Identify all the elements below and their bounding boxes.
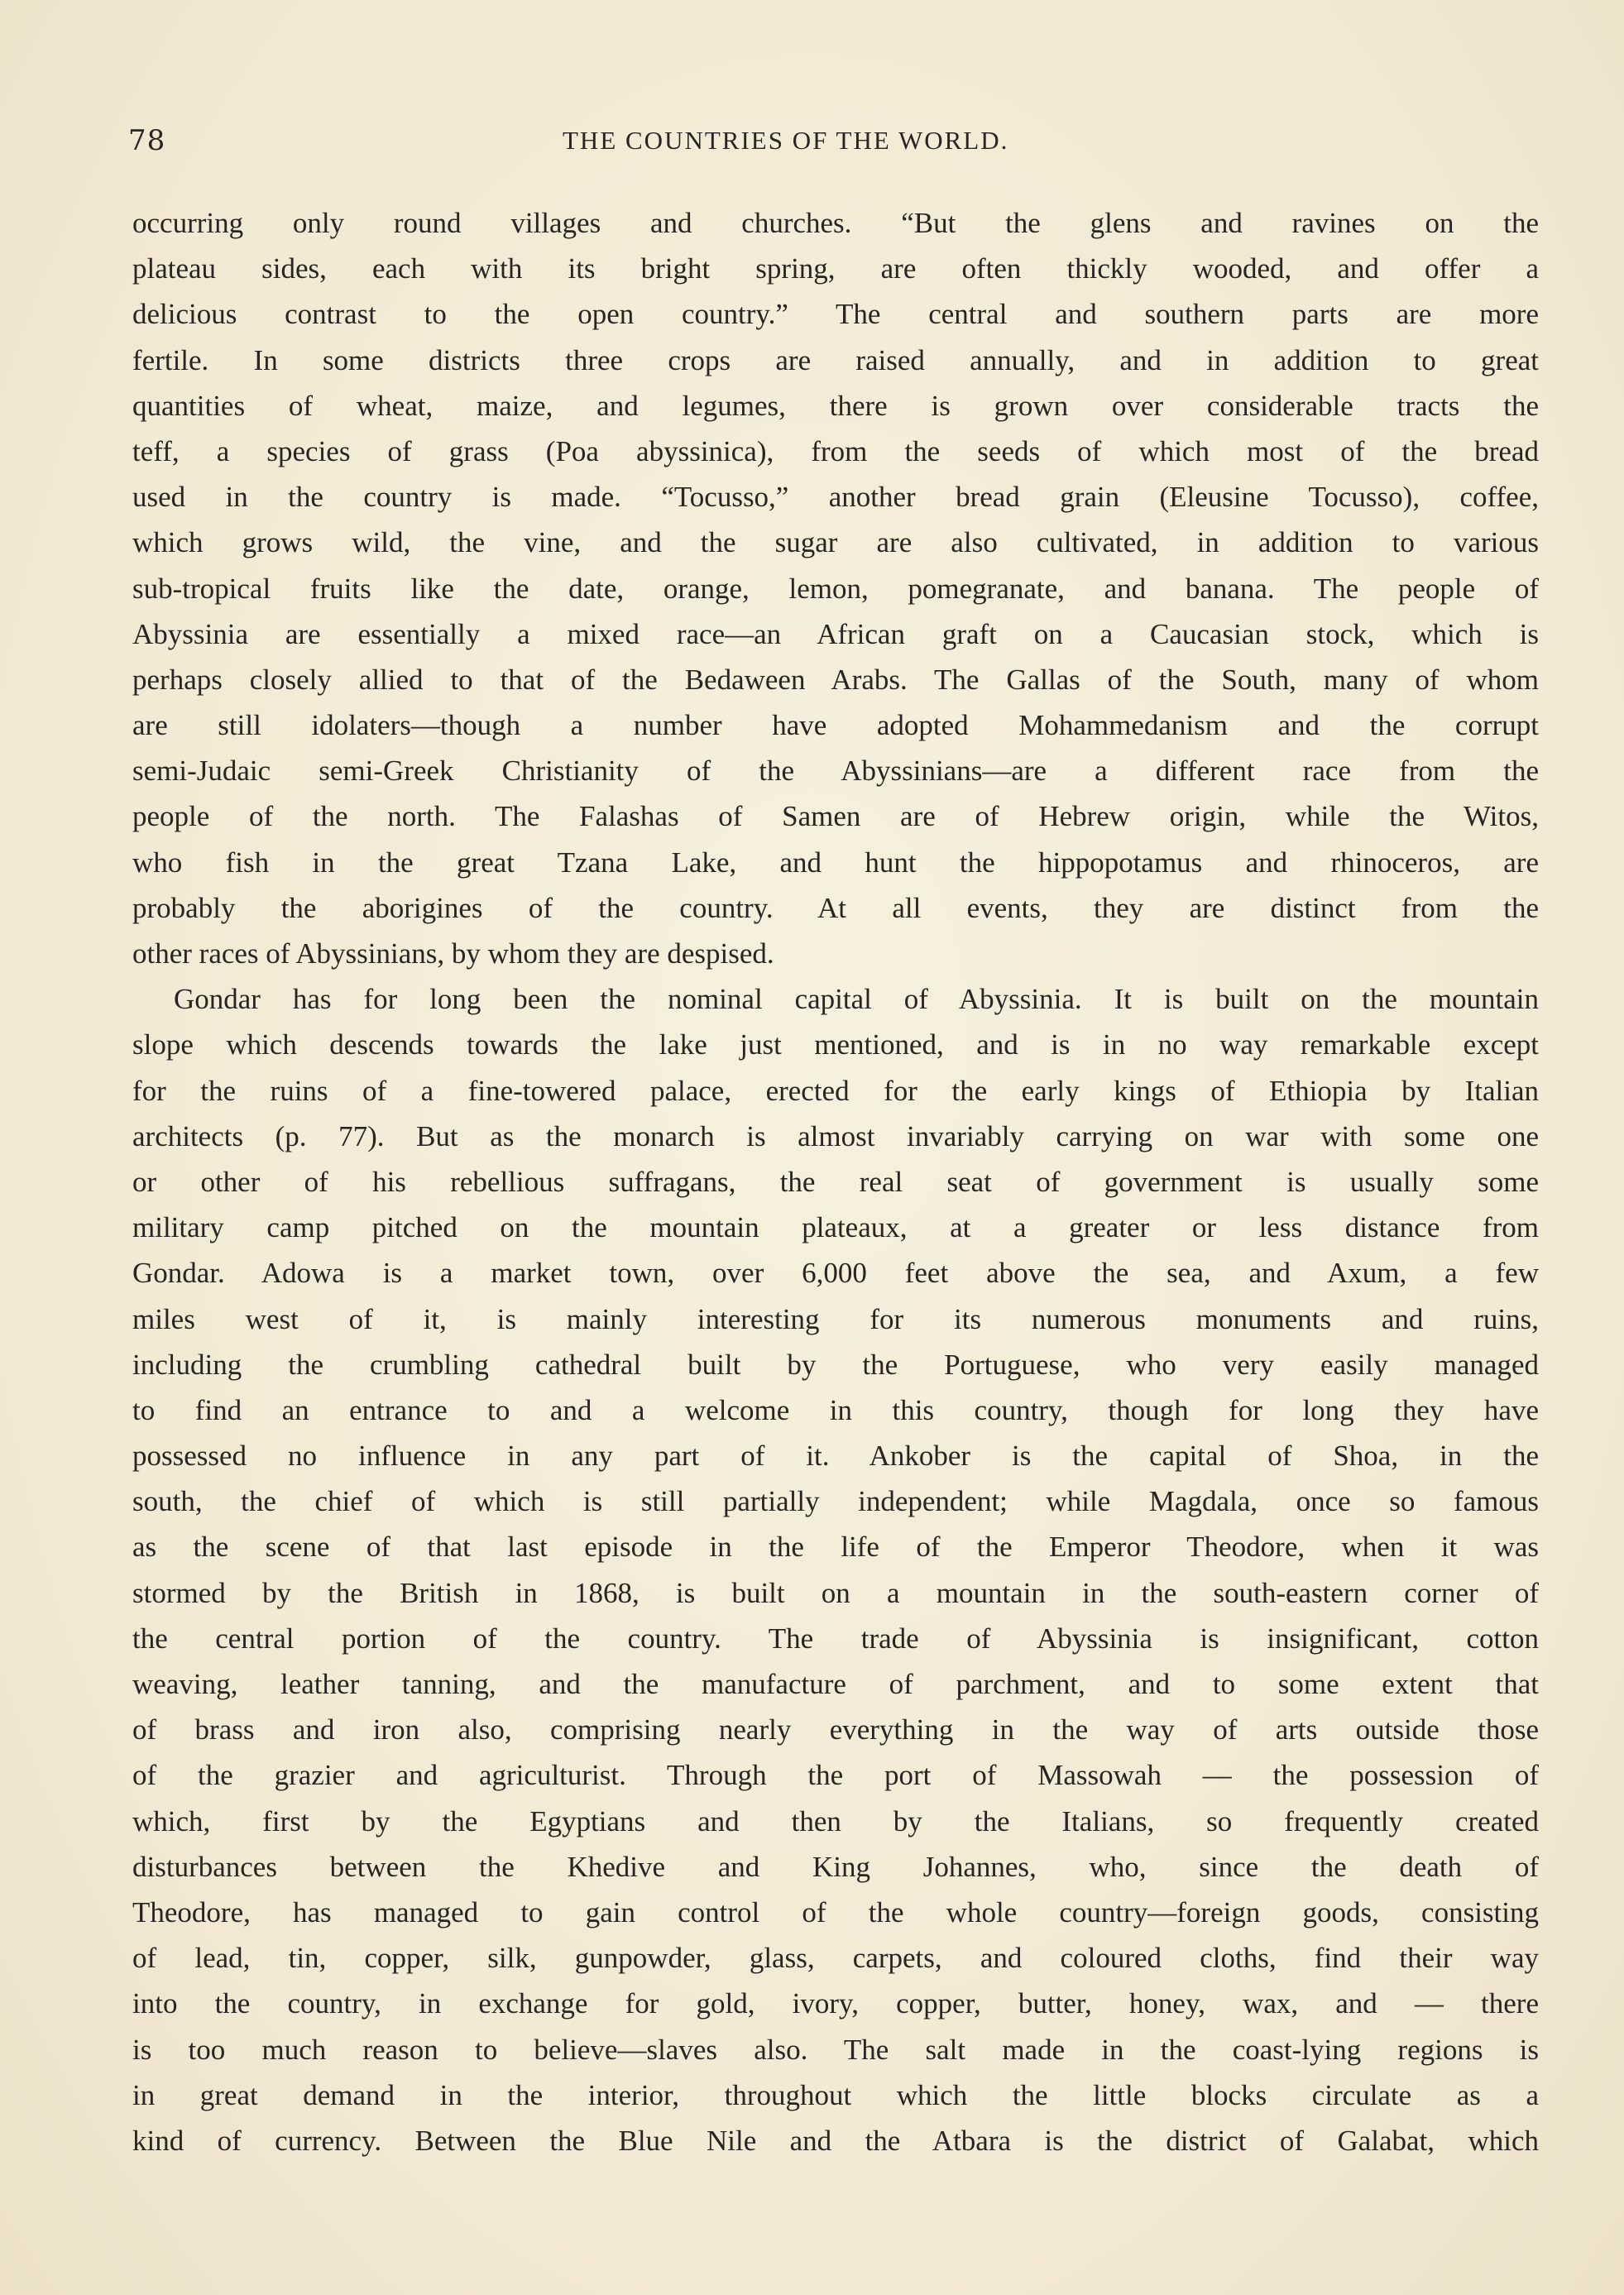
text-line: miles west of it, is mainly interesting for its numerous monuments and ruins, — [132, 1302, 1539, 1335]
text-line: fertile. In some districts three crops are raised annually, and in addition to great — [132, 343, 1539, 376]
text-line: disturbances between the Khedive and King Johannes, who, since the death of — [132, 1850, 1539, 1883]
running-title: THE COUNTRIES OF THE WORLD. — [563, 126, 1009, 155]
text-line: in great demand in the interior, throughout which the little blocks circulate as a — [132, 2078, 1539, 2111]
text-line: into the country, in exchange for gold, ivory, copper, butter, honey, wax, and — there — [132, 1987, 1539, 2020]
text-line-paragraph-start: Gondar has for long been the nominal capital of Abyssinia. It is built on the mountain — [174, 983, 1539, 1016]
text-line: who fish in the great Tzana Lake, and hunt the hippopotamus and rhinoceros, are — [132, 846, 1539, 879]
text-line: probably the aborigines of the country. At all events, they are distinct from the — [132, 891, 1539, 924]
text-line: stormed by the British in 1868, is built on a mountain in the south-eastern corner of — [132, 1576, 1539, 1609]
text-line: architects (p. 77). But as the monarch is almost invariably carrying on war with some one — [132, 1119, 1539, 1152]
text-line: of brass and iron also, comprising nearly everything in the way of arts outside those — [132, 1713, 1539, 1746]
text-line-paragraph-end: other races of Abyssinians, by whom they are despised. — [132, 937, 774, 970]
page-header — [128, 124, 1535, 165]
text-line: perhaps closely allied to that of the Bedaween Arabs. The Gallas of the South, many of whom — [132, 663, 1539, 696]
text-line: delicious contrast to the open country.” The central and southern parts are more — [132, 298, 1539, 331]
text-line: south, the chief of which is still partially independent; while Magdala, once so famous — [132, 1485, 1539, 1518]
text-line: the central portion of the country. The trade of Abyssinia is insignificant, cotton — [132, 1622, 1539, 1655]
text-line: kind of currency. Between the Blue Nile and the Atbara is the district of Galabat, which — [132, 2124, 1539, 2157]
text-line: possessed no influence in any part of it. Ankober is the capital of Shoa, in the — [132, 1440, 1539, 1473]
text-line: sub-tropical fruits like the date, orange, lemon, pomegranate, and banana. The people of — [132, 572, 1539, 605]
page-number: 78 — [128, 124, 166, 157]
text-line: or other of his rebellious suffragans, the real seat of government is usually some — [132, 1165, 1539, 1198]
text-line: semi-Judaic semi-Greek Christianity of the Abyssinians—are a different race from the — [132, 755, 1539, 788]
text-line: teff, a species of grass (Poa abyssinica), from the seeds of which most of the bread — [132, 434, 1539, 467]
text-line: used in the country is made. “Tocusso,” another bread grain (Eleusine Tocusso), coffee, — [132, 481, 1539, 514]
text-line: weaving, leather tanning, and the manufacture of parchment, and to some extent that — [132, 1668, 1539, 1700]
text-line: of the grazier and agriculturist. Through the port of Massowah — the possession of — [132, 1759, 1539, 1792]
text-line: Abyssinia are essentially a mixed race—an African graft on a Caucasian stock, which is — [132, 617, 1539, 650]
text-line: quantities of wheat, maize, and legumes, there is grown over considerable tracts the — [132, 389, 1539, 422]
text-line: is too much reason to believe—slaves also. The salt made in the coast-lying regions is — [132, 2033, 1539, 2066]
text-line: to find an entrance to and a welcome in this country, though for long they have — [132, 1393, 1539, 1426]
text-line: occurring only round villages and churches. “But the glens and ravines on the — [132, 207, 1539, 239]
text-line: slope which descends towards the lake just mentioned, and is in no way remarkable except — [132, 1028, 1539, 1061]
text-line: as the scene of that last episode in the life of the Emperor Theodore, when it was — [132, 1531, 1539, 1564]
text-line: including the crumbling cathedral built by the Portuguese, who very easily managed — [132, 1348, 1539, 1381]
body-text — [132, 200, 1539, 2163]
text-line: Gondar. Adowa is a market town, over 6,000 feet above the sea, and Axum, a few — [132, 1257, 1539, 1290]
text-line: of lead, tin, copper, silk, gunpowder, glass, carpets, and coloured cloths, find their way — [132, 1942, 1539, 1975]
text-line: plateau sides, each with its bright spring, are often thickly wooded, and offer a — [132, 252, 1539, 285]
text-line: which, first by the Egyptians and then by the Italians, so frequently created — [132, 1804, 1539, 1837]
text-line: which grows wild, the vine, and the sugar are also cultivated, in addition to various — [132, 526, 1539, 559]
text-line: people of the north. The Falashas of Samen are of Hebrew origin, while the Witos, — [132, 800, 1539, 833]
text-line: are still idolaters—though a number have adopted Mohammedanism and the corrupt — [132, 709, 1539, 742]
text-line: for the ruins of a fine-towered palace, erected for the early kings of Ethiopia by Italian — [132, 1074, 1539, 1107]
text-line: Theodore, has managed to gain control of the whole country—foreign goods, consisting — [132, 1895, 1539, 1928]
text-line: military camp pitched on the mountain plateaux, at a greater or less distance from — [132, 1211, 1539, 1244]
